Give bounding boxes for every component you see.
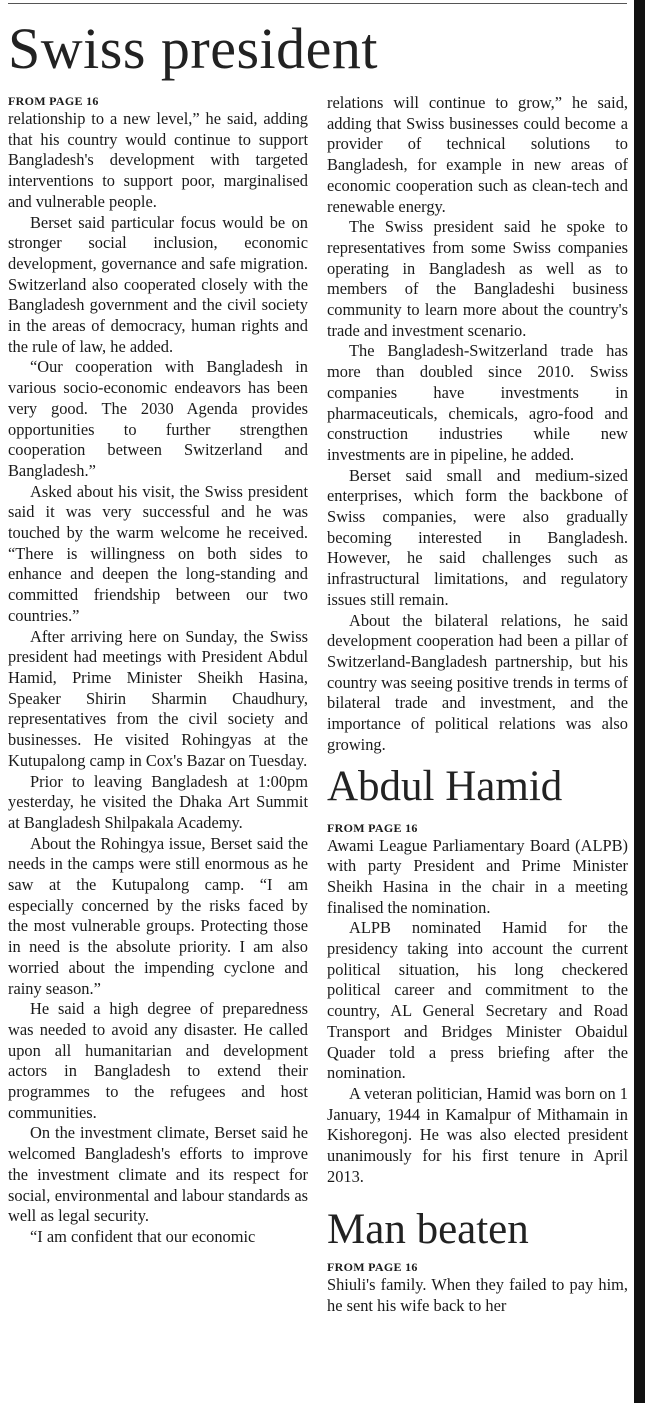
article-paragraph: The Bangladesh-Switzerland trade has more than doubled since 2010. Swiss companies have investments in pharmaceuticals, chemicals, agro-food and construction industries while new investments are in pipeline, he added. — [327, 341, 628, 464]
top-rule — [8, 3, 627, 4]
article-paragraph: After arriving here on Sunday, the Swiss president had meetings with President Abdul Hamid, Prime Minister Sheikh Hasina, Speaker Shirin Sharmin Chaudhury, representatives from the civil society and businesses. He visited Rohingyas at the Kutupalong camp in Cox's Bazar on Tuesday. — [8, 626, 308, 770]
article-paragraph: About the bilateral relations, he said development cooperation had been a pillar of Switzerland-Bangladesh partnership, but his country was seeing positive trends in terms of bilateral trade and investment, and the importance of political relations was also growing. — [327, 610, 628, 754]
hamid-story — [327, 764, 628, 1188]
article-paragraph: The Swiss president said he spoke to representatives from some Swiss companies operating in Bangladesh as well as to members of the Bangladeshi business community to learn more about the country's trade and investment scenario. — [327, 217, 628, 340]
article-paragraph: A veteran politician, Hamid was born on 1 January, 1944 in Kamalpur of Mithamain in Kishoregonj. He was also elected president unanimously for his first tenure in April 2013. — [327, 1083, 628, 1186]
man-beaten-story — [327, 1207, 628, 1316]
right-column — [327, 93, 628, 1317]
article-paragraph: relationship to a new level,” he said, adding that his country would continue to support Bangladesh's development with targeted interventions to support poor, marginalised and vulnerable people. — [8, 109, 308, 211]
left-column — [8, 93, 308, 1248]
main-jump-label: FROM PAGE 16 — [8, 94, 99, 108]
article-paragraph: About the Rohingya issue, Berset said the needs in the camps were still enormous as he saw at the Kutupalong camp. “I am especially concerned by the risks faced by the most vulnerable groups. Protecting those in need is the absolute priority. I am also worried about the impending cyclone and rainy season.” — [8, 833, 308, 998]
man-beaten-headline: Man beaten — [327, 1206, 529, 1254]
main-headline: Swiss president — [8, 16, 378, 81]
hamid-jump-label: FROM PAGE 16 — [327, 820, 418, 835]
page-edge-bar — [634, 0, 645, 1403]
article-paragraph: Berset said particular focus would be on stronger social inclusion, economic development, governance and safe migration. Switzerland also cooperated closely with the Bangladesh government and the civil society in the areas of democracy, human rights and the rule of law, he added. — [8, 212, 308, 356]
man-beaten-jump-label: FROM PAGE 16 — [327, 1260, 418, 1275]
article-paragraph: relations will continue to grow,” he said, adding that Swiss businesses could become a provider of technical solutions to Bangladesh, for example in new areas of economic cooperation such as clean-tech and renewable energy. — [327, 93, 628, 216]
article-paragraph: ALPB nominated Hamid for the presidency taking into account the current political situation, his long checkered political career and commitment to the country, AL General Secretary and Road Transport and Bridges Minister Obaidul Quader told a press briefing after the nomination. — [327, 918, 628, 1083]
article-paragraph: Prior to leaving Bangladesh at 1:00pm yesterday, he visited the Dhaka Art Summit at Bangladesh Shilpakala Academy. — [8, 771, 308, 832]
article-paragraph: He said a high degree of preparedness was needed to avoid any disaster. He called upon all humanitarian and development actors in Bangladesh to extend their programmes to the refugees and host communities. — [8, 999, 308, 1122]
article-paragraph: “I am confident that our economic — [30, 1226, 256, 1246]
hamid-headline: Abdul Hamid — [327, 762, 563, 810]
article-paragraph: “Our cooperation with Bangladesh in various socio-economic endeavors has been very good. The 2030 Agenda provides opportunities to further strengthen cooperation between Switzerland and Bangladesh.” — [8, 357, 308, 480]
article-paragraph: Asked about his visit, the Swiss president said it was very successful and he was touched by the warm welcome he received. “There is willingness on both sides to enhance and deepen the long-standing and committed friendship between our two countries.” — [8, 481, 308, 625]
article-paragraph: Shiuli's family. When they failed to pay him, he sent his wife back to her — [327, 1275, 628, 1316]
article-paragraph: Berset said small and medium-sized enterprises, which form the backbone of Swiss companies, were also gradually becoming interested in Bangladesh. However, he said challenges such as infrastructural limitations, and regulatory issues still remain. — [327, 465, 628, 609]
article-paragraph: Awami League Parliamentary Board (ALPB) with party President and Prime Minister Sheikh Hasina in the chair in a meeting finalised the nomination. — [327, 835, 628, 917]
article-paragraph: On the investment climate, Berset said he welcomed Bangladesh's efforts to improve the investment climate and its respect for social, environmental and labour standards as well as legal security. — [8, 1123, 308, 1226]
